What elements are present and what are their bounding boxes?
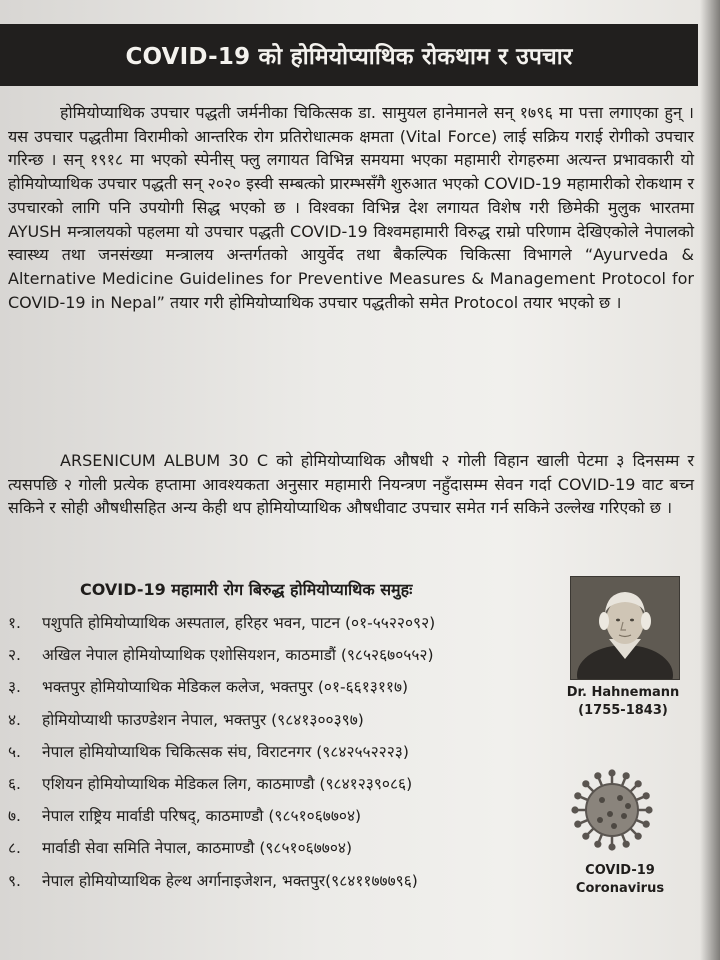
list-item-text: पशुपति होमियोप्याथिक अस्पताल, हरिहर भवन, पाटन (०१-५५२२०९२) xyxy=(42,614,436,633)
intro-paragraph-text: होमियोप्याथिक उपचार पद्धती जर्मनीका चिकित्सक डा. सामुयल हानेमानले सन् १७९६ मा पत्ता लगाएका हुन् । यस उपचार पद्धतीमा विरामीको आन्तरिक रोग प्रतिरोधात्मक क्षमता (Vital Force) लाई सक्रिय गराई रोगीको उपचार गरिन्छ । सन् १९१८ मा भएको स्पेनीस् फ्लु लगायत विभिन्न समयमा भएका महामारी रोगहरुमा अत्यन्त प्रभावकारी यो होमियोप्याथिक उपचार पद्धती सन् २०२० इस्वी सम्बत्को प्रारम्भसँगै शुरुआत भएको COVID-19 महामारीको रोकथाम र उपचारको लागि पनि उपयोगी सिद्ध भएको छ । विश्वका विभिन्न देश लगायत विशेष गरी छिमेकी मुलुक भारतमा AYUSH मन्त्रालयको पहलमा यो उपचार पद्धती COVID-19 विश्वमहामारी विरुद्ध राम्रो परिणाम देखिएकोले नेपालको स्वास्थ्य तथा जनसंख्या मन्त्रालय अन्तर्गतको आयुर्वेद तथा बैकल्पिक चिकित्सा विभागले “Ayurveda & Alternative Medicine Guidelines for Preventive Measures & Management Protocol for COVID-19 in Nepal” तयार गरी होमियोप्याथिक उपचार पद्धतीको समेत Protocol तयार भएको छ । xyxy=(8,103,694,312)
list-item xyxy=(8,703,568,735)
list-item-number: ६. xyxy=(8,775,21,794)
list-item-text: नेपाल राष्ट्रिय मार्वाडी परिषद्, काठमाण्डौ (९८५१०६७७०४) xyxy=(42,807,362,826)
list-item xyxy=(8,831,568,863)
list-item-text: एशियन होमियोप्याथिक मेडिकल लिग, काठमाण्डौ (९८४१२३९०८६) xyxy=(42,775,413,794)
list-item xyxy=(8,670,568,702)
title-banner xyxy=(0,24,698,86)
list-item-number: ८. xyxy=(8,839,21,858)
list-item xyxy=(8,606,568,638)
list-item-number: ७. xyxy=(8,807,21,826)
list-item xyxy=(8,638,568,670)
group-list-heading: COVID-19 महामारी रोग बिरुद्ध होमियोप्याथिक समुहः xyxy=(80,580,413,599)
list-item-text: भक्तपुर होमियोप्याथिक मेडिकल कलेज, भक्तपुर (०१-६६१३११७) xyxy=(42,678,409,697)
portrait-name: Dr. Hahnemann xyxy=(566,685,680,700)
page-edge-shadow xyxy=(700,0,720,960)
dosage-paragraph xyxy=(8,449,694,567)
list-item-text: होमियोप्याथी फाउण्डेशन नेपाल, भक्तपुर (९८४१३००३९७) xyxy=(42,710,364,729)
list-item xyxy=(8,799,568,831)
virus-caption-line2: Coronavirus xyxy=(575,881,665,896)
list-item-number: ५. xyxy=(8,742,21,761)
list-item-text: मार्वाडी सेवा समिति नेपाल, काठमाण्डौ (९८५१०६७७०४) xyxy=(42,839,353,858)
list-item-number: ४. xyxy=(8,710,21,729)
coronavirus-icon xyxy=(566,764,658,856)
list-item xyxy=(8,864,568,896)
intro-paragraph xyxy=(8,101,694,431)
list-item xyxy=(8,767,568,799)
list-item-number: १. xyxy=(8,614,21,633)
list-item-number: २. xyxy=(8,646,21,665)
page-title: COVID-19 को होमियोप्याथिक रोकथाम र उपचार xyxy=(125,44,573,70)
virus-caption xyxy=(560,862,680,898)
list-item-text: नेपाल होमियोप्याथिक हेल्थ अर्गानाइजेशन, भक्तपुर(९८४११७७७९६) xyxy=(42,871,418,890)
organization-list xyxy=(8,606,568,896)
dosage-paragraph-text: ARSENICUM ALBUM 30 C को होमियोप्याथिक औषधी २ गोली विहान खाली पेटमा ३ दिनसम्म र त्यसपछि २ गोली प्रत्येक हप्तामा आवश्यकता अनुसार महामारी नियन्त्रण नहुँदासम्म सेवन गर्दा COVID-19 वाट बच्न सकिने र सोही औषधीसहित अन्य केही थप होमियोप्याथिक औषधीवाट उपचार समेत गर्न सकिने उल्लेख गरिएको छ । xyxy=(8,451,694,518)
portrait-caption xyxy=(548,684,698,720)
list-item-number: ३. xyxy=(8,678,21,697)
portrait-dates: (1755-1843) xyxy=(578,703,668,718)
list-item-text: अखिल नेपाल होमियोप्याथिक एशोसियशन, काठमाडौं (९८५२६७०५५२) xyxy=(42,646,434,665)
list-item-text: नेपाल होमियोप्याथिक चिकित्सक संघ, विराटनगर (९८४२५५२२२३) xyxy=(42,742,409,761)
list-item-number: ९. xyxy=(8,871,21,890)
list-item xyxy=(8,735,568,767)
virus-caption-line1: COVID-19 xyxy=(585,863,655,878)
hahnemann-portrait-image xyxy=(570,576,680,680)
